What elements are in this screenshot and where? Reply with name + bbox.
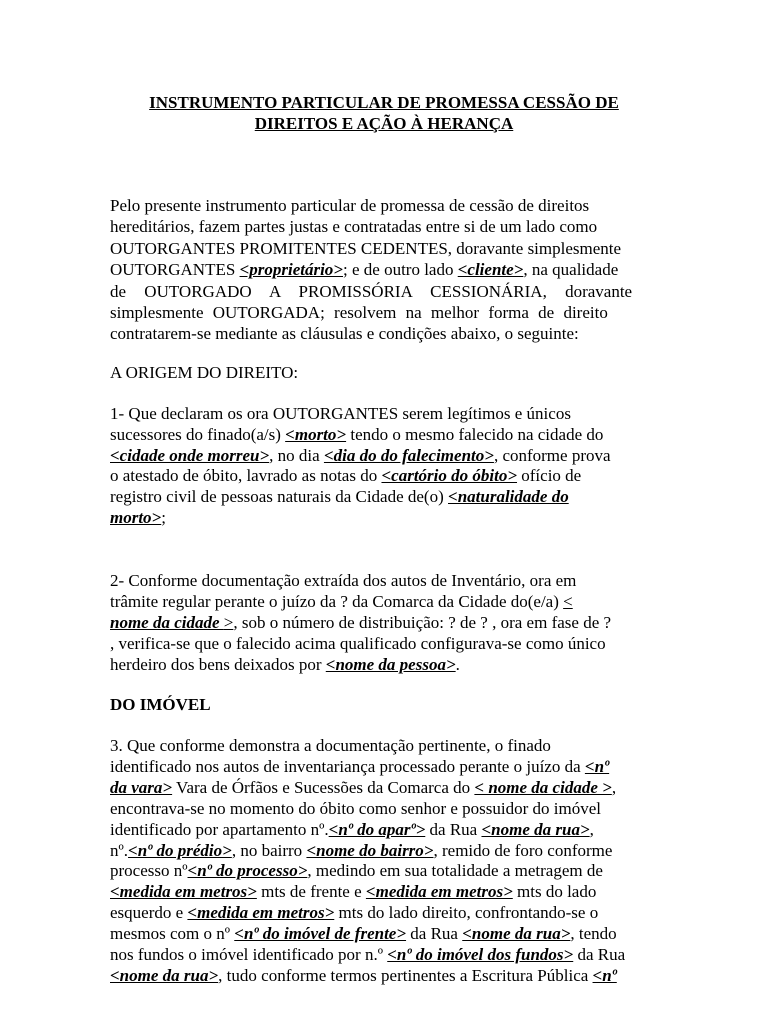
- text: encontrava-se no momento do óbito como senhor e possuidor do imóvel: [110, 798, 602, 818]
- intro-line: [110, 238, 658, 259]
- clause-line: [110, 487, 658, 508]
- text: 3. Que conforme demonstra a documentação pertinente, o finado: [110, 736, 551, 755]
- placeholder-no-vara: <nº: [584, 756, 610, 776]
- text: da Rua: [406, 924, 463, 944]
- placeholder-nome-cidade: nome da cidade: [110, 613, 224, 632]
- text: ; e de outro lado: [343, 260, 458, 280]
- text: mts de frente e: [256, 882, 366, 902]
- placeholder-no-predio: <nº do prédio>: [128, 840, 232, 860]
- clause-line: [110, 466, 658, 487]
- placeholder-close: >: [223, 613, 234, 632]
- placeholder-cidade-onde-morreu: <cidade onde morreu>: [110, 445, 270, 465]
- text: Pelo presente instrumento particular de promessa de cessão de direitos: [110, 196, 590, 215]
- clause-line: [110, 508, 658, 529]
- text: mesmos com o nº: [110, 924, 235, 944]
- text: contratarem-se mediante as cláusulas e condições abaixo, o seguinte:: [110, 324, 579, 344]
- text: nos fundos o imóvel identificado por n.º: [110, 945, 388, 965]
- text: , remido de foro conforme: [433, 840, 613, 860]
- clause-line: [110, 612, 658, 633]
- placeholder-nome-pessoa: <nome da pessoa>: [325, 655, 456, 674]
- placeholder-no-processo: <nº do processo>: [187, 861, 308, 881]
- imovel-heading: DO IMÓVEL: [110, 695, 211, 714]
- placeholder-cartorio-obito: <cartório do óbito>: [381, 466, 518, 486]
- clause-line: [110, 778, 658, 799]
- placeholder-medida-metros: <medida em metros>: [365, 882, 513, 902]
- clause-line: [110, 841, 658, 862]
- text: o atestado de óbito, lavrado as notas do: [110, 466, 382, 486]
- clause-line: [110, 924, 658, 945]
- placeholder-nome-rua: <nome da rua>: [110, 965, 219, 985]
- text: OUTORGANTES PROMITENTES CEDENTES, doravante simplesmente: [110, 238, 622, 258]
- text: simplesmente OUTORGADA; resolvem na melhor forma de direito: [110, 303, 608, 323]
- text: ofício de: [517, 466, 582, 486]
- placeholder-medida-metros: <medida em metros>: [110, 882, 257, 902]
- placeholder-nome-rua: <nome da rua>: [462, 924, 571, 944]
- placeholder-da-vara: da vara>: [110, 777, 173, 797]
- placeholder-no-escritura: <nº: [592, 965, 617, 985]
- placeholder-open: <: [563, 592, 573, 611]
- text: ;: [161, 507, 166, 527]
- text: , conforme prova: [493, 445, 611, 465]
- text: da Rua: [573, 945, 626, 965]
- clause-line: [110, 404, 658, 425]
- text: ,: [589, 819, 594, 839]
- placeholder-proprietario: <proprietário>: [239, 260, 343, 280]
- placeholder-imovel-frente: <nº do imóvel de frente>: [234, 924, 407, 944]
- placeholder-dia-falecimento: <dia do do falecimento>: [323, 445, 494, 465]
- text: identificado por apartamento nº.: [110, 819, 329, 839]
- placeholder-naturalidade: <naturalidade do: [448, 487, 569, 507]
- clause-line: [110, 757, 658, 778]
- clause-line: [110, 882, 658, 903]
- clause-line: [110, 591, 658, 612]
- text: nº.: [110, 840, 129, 860]
- text: , tendo: [570, 924, 617, 944]
- placeholder-imovel-fundos: <nº do imóvel dos fundos>: [387, 945, 574, 965]
- placeholder-no-apart: <nº do aparº>: [328, 819, 426, 839]
- placeholder-nome-bairro: <nome do bairro>: [306, 840, 434, 860]
- text: trâmite regular perante o juízo da ? da Comarca da Cidade do(e/a): [110, 592, 564, 611]
- title-line-2: DIREITOS E AÇÃO À HERANÇA: [254, 114, 514, 133]
- placeholder-morto-end: morto>: [110, 507, 162, 527]
- text: 1- Que declaram os ora OUTORGANTES serem legítimos e únicos: [110, 404, 571, 423]
- intro-line: [110, 323, 658, 344]
- text: .: [455, 655, 460, 674]
- text: Vara de Órfãos e Sucessões da Comarca do: [172, 777, 475, 797]
- clause-line: [110, 736, 658, 757]
- clause-line: [110, 820, 658, 841]
- title-line-1: INSTRUMENTO PARTICULAR DE PROMESSA CESSÃO DE: [149, 93, 619, 112]
- text: sucessores do finado(a/s): [110, 424, 286, 444]
- text: herdeiro dos bens deixados por: [110, 655, 326, 674]
- text: , na qualidade: [523, 260, 619, 280]
- text: de OUTORGADO A PROMISSÓRIA CESSIONÁRIA, doravante: [110, 281, 633, 301]
- text: da Rua: [425, 819, 482, 839]
- clause-line: [110, 633, 658, 654]
- clause-line: [110, 570, 658, 591]
- intro-line: [110, 195, 658, 216]
- placeholder-morto: <morto>: [285, 424, 347, 444]
- text: identificado nos autos de inventariança processado perante o juízo da: [110, 756, 585, 776]
- text: , medindo em sua totalidade a metragem de: [307, 861, 603, 881]
- text: OUTORGANTES: [110, 260, 240, 280]
- text: 2- Conforme documentação extraída dos autos de Inventário, ora em: [110, 571, 577, 590]
- clause-line: [110, 945, 658, 966]
- text: mts do lado: [512, 882, 597, 902]
- intro-line: [110, 216, 658, 237]
- clause-line: [110, 654, 658, 675]
- clause-line: [110, 966, 658, 987]
- text: , no dia: [269, 445, 324, 465]
- clause-line: [110, 861, 658, 882]
- clause-line: [110, 903, 658, 924]
- origem-heading: A ORIGEM DO DIREITO:: [110, 363, 299, 382]
- text: , sob o número de distribuição: ? de ? , ora em fase de ?: [233, 613, 612, 632]
- placeholder-medida-metros: <medida em metros>: [187, 903, 335, 923]
- text: , no bairro: [231, 840, 307, 860]
- placeholder-nome-rua: <nome da rua>: [481, 819, 590, 839]
- text: , tudo conforme termos pertinentes a Escritura Pública: [218, 965, 593, 985]
- placeholder-cliente: <cliente>: [457, 260, 524, 280]
- text: ,: [611, 777, 617, 797]
- clause-line: [110, 799, 658, 820]
- text: tendo o mesmo falecido na cidade do: [346, 424, 604, 444]
- text: mts do lado direito, confrontando-se o: [334, 903, 599, 923]
- clause-line: [110, 425, 658, 446]
- intro-paragraph: [110, 195, 658, 345]
- intro-line: [110, 281, 658, 302]
- text: esquerdo e: [110, 903, 188, 923]
- text: , verifica-se que o falecido acima qualificado configurava-se como único: [110, 634, 606, 653]
- text: hereditários, fazem partes justas e contratadas entre si de um lado como: [110, 217, 598, 237]
- document-title: [0, 92, 768, 134]
- clause-1: [110, 404, 658, 529]
- text: processo nº: [110, 861, 188, 881]
- clause-2: [110, 570, 658, 675]
- intro-line: [110, 259, 658, 280]
- intro-line: [110, 302, 658, 323]
- clause-line: [110, 446, 658, 467]
- clause-3: [110, 736, 658, 987]
- text: registro civil de pessoas naturais da Cidade de(o): [110, 487, 449, 507]
- placeholder-nome-cidade: < nome da cidade >: [474, 777, 612, 797]
